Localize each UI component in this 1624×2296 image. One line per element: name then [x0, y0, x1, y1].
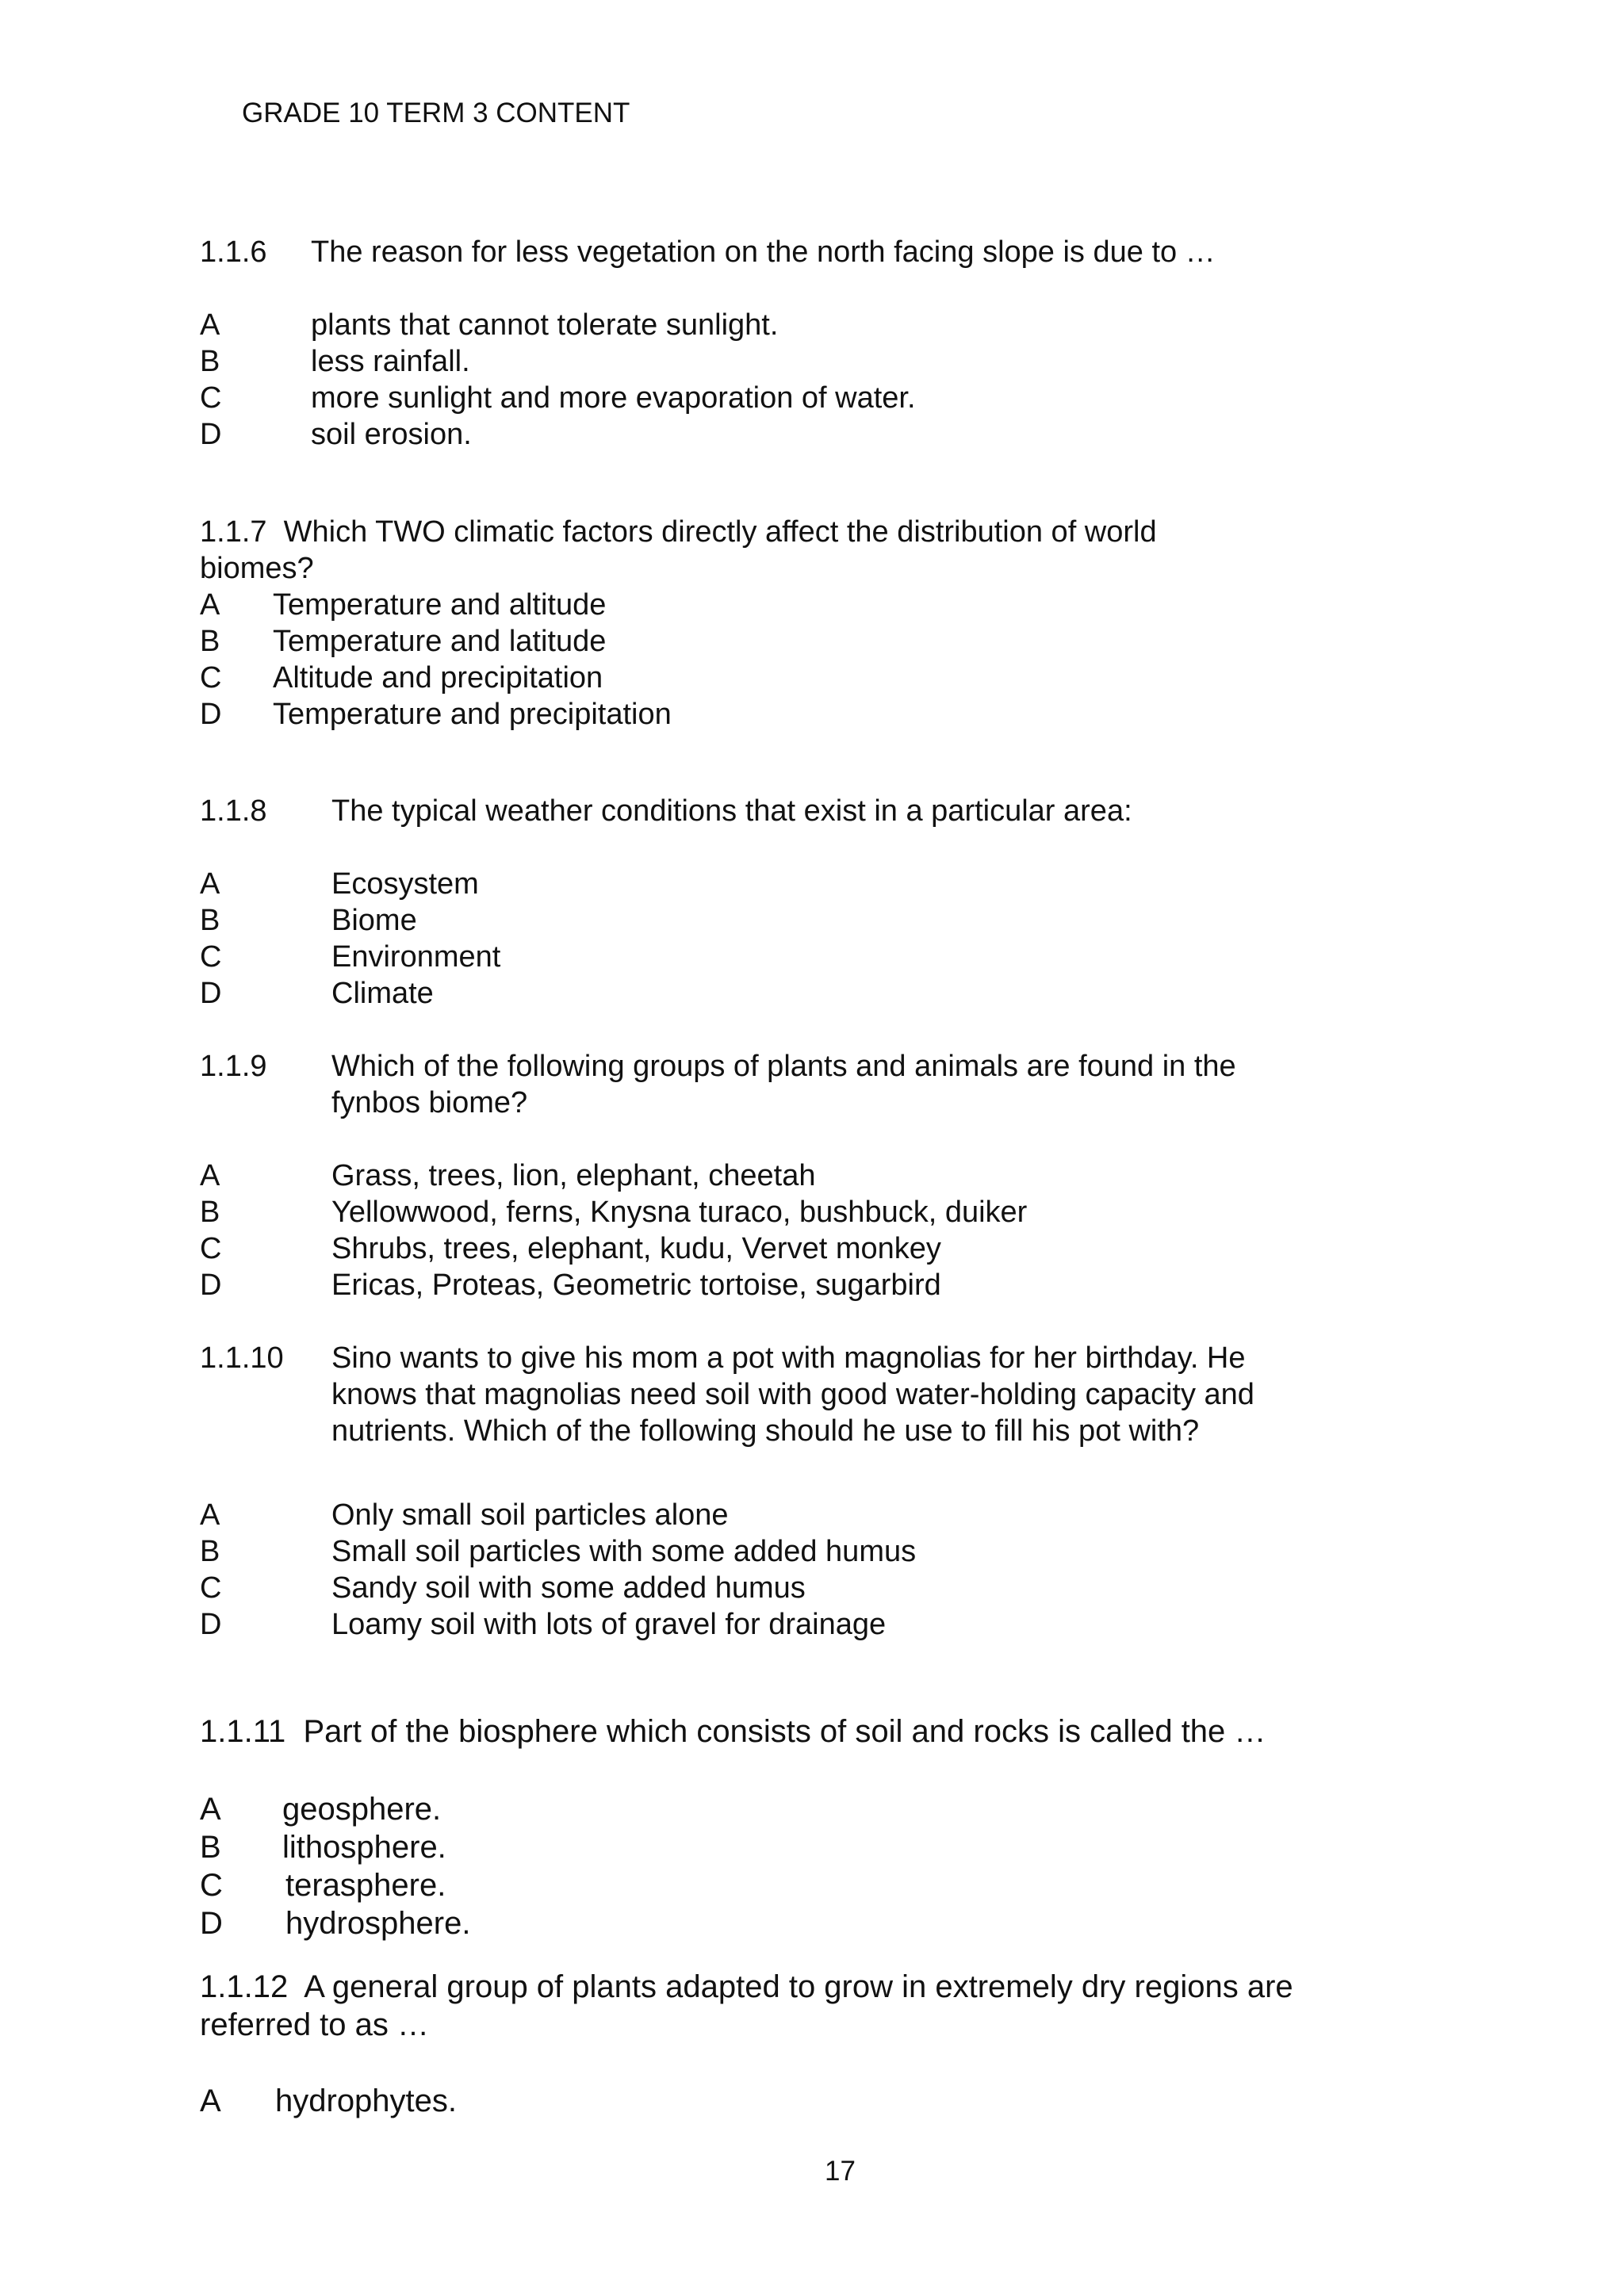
- page-header: GRADE 10 TERM 3 CONTENT: [242, 98, 630, 128]
- option-text: more sunlight and more evaporation of water.: [311, 381, 916, 415]
- question-1-1-12: [200, 1968, 1326, 2120]
- option-text: Grass, trees, lion, elephant, cheetah: [331, 1159, 816, 1192]
- option-text: hydrosphere.: [285, 1906, 471, 1941]
- option-text: hydrophytes.: [275, 2084, 458, 2118]
- option-b: [200, 343, 1358, 380]
- option-text: Altitude and precipitation: [273, 661, 603, 695]
- option-text: Climate: [331, 977, 434, 1010]
- option-c: [200, 380, 1358, 416]
- option-text: Loamy soil with lots of gravel for drainage: [331, 1608, 887, 1641]
- question-1-1-7: [200, 514, 1231, 733]
- option-text: Environment: [331, 940, 501, 974]
- question-text: A general group of plants adapted to grow in extremely dry regions are referred to as …: [200, 1969, 1293, 2042]
- option-d: [200, 416, 1358, 453]
- option-b: [200, 1828, 1358, 1866]
- option-a: [200, 1158, 1358, 1194]
- question-text: The typical weather conditions that exist in a particular area:: [331, 794, 1132, 828]
- option-d: [200, 696, 1231, 733]
- option-letter: D: [200, 1906, 223, 1941]
- option-text: Temperature and altitude: [273, 588, 607, 622]
- option-letter: C: [200, 1868, 223, 1903]
- option-text: Shrubs, trees, elephant, kudu, Vervet monkey: [331, 1232, 941, 1265]
- question-number: 1.1.11: [200, 1714, 286, 1749]
- option-d: [200, 1904, 1358, 1942]
- option-a: [200, 307, 1358, 343]
- question-1-1-6: [200, 234, 1358, 453]
- question-number: 1.1.8: [200, 794, 267, 828]
- option-d: [200, 975, 1358, 1012]
- options-list: [200, 1497, 1358, 1643]
- option-letter: A: [200, 1159, 220, 1192]
- option-letter: B: [200, 904, 220, 937]
- option-text: plants that cannot tolerate sunlight.: [311, 308, 779, 342]
- option-letter: B: [200, 345, 220, 378]
- question-line: [200, 1712, 1358, 1751]
- question-1-1-10: [200, 1340, 1358, 1643]
- option-letter: B: [200, 625, 220, 658]
- option-letter: A: [200, 2084, 221, 2118]
- question-1-1-9: [200, 1048, 1358, 1303]
- option-d: [200, 1267, 1358, 1303]
- option-text: terasphere.: [285, 1868, 446, 1903]
- question-number: 1.1.10: [200, 1341, 284, 1375]
- option-letter: D: [200, 418, 222, 451]
- options-list: [200, 1158, 1358, 1303]
- page-number: 17: [825, 2156, 856, 2187]
- option-letter: C: [200, 1232, 222, 1265]
- option-text: soil erosion.: [311, 418, 472, 451]
- option-b: [200, 623, 1231, 660]
- question-text: Sino wants to give his mom a pot with magnolias for her birthday. He knows that magnolias need soil with good water-holding capacity and nutrients. Which of the following should he use to fill his pot with?: [331, 1341, 1254, 1448]
- option-c: [200, 1230, 1358, 1267]
- option-c: [200, 660, 1231, 696]
- option-letter: D: [200, 698, 222, 731]
- option-letter: A: [200, 867, 220, 901]
- option-letter: C: [200, 940, 222, 974]
- option-letter: C: [200, 381, 222, 415]
- option-letter: D: [200, 977, 222, 1010]
- option-a: [200, 2082, 1326, 2120]
- option-b: [200, 1533, 1358, 1570]
- option-text: geosphere.: [282, 1792, 442, 1827]
- question-text: Part of the biosphere which consists of soil and rocks is called the …: [303, 1714, 1266, 1749]
- question-line: [200, 1968, 1326, 2044]
- option-text: Sandy soil with some added humus: [331, 1571, 806, 1605]
- option-text: Only small soil particles alone: [331, 1498, 729, 1532]
- option-a: [200, 866, 1358, 902]
- option-letter: D: [200, 1608, 222, 1641]
- option-d: [200, 1606, 1358, 1643]
- option-a: [200, 1790, 1358, 1828]
- option-a: [200, 1497, 1358, 1533]
- option-text: Small soil particles with some added humus: [331, 1535, 917, 1568]
- option-b: [200, 1194, 1358, 1230]
- question-text: Which of the following groups of plants and animals are found in the fynbos biome?: [331, 1050, 1236, 1119]
- question-text: The reason for less vegetation on the north facing slope is due to …: [311, 235, 1216, 269]
- option-c: [200, 939, 1358, 975]
- question-number: 1.1.12: [200, 1969, 289, 2004]
- option-text: Ecosystem: [331, 867, 479, 901]
- question-number: 1.1.7: [200, 515, 267, 549]
- question-number: 1.1.6: [200, 235, 267, 269]
- option-text: less rainfall.: [311, 345, 470, 378]
- option-letter: B: [200, 1196, 220, 1229]
- options-list: [200, 2082, 1326, 2120]
- option-letter: B: [200, 1535, 220, 1568]
- option-text: Ericas, Proteas, Geometric tortoise, sugarbird: [331, 1269, 941, 1302]
- question-line: [200, 514, 1231, 587]
- option-letter: A: [200, 1792, 221, 1827]
- option-letter: B: [200, 1830, 221, 1865]
- question-number: 1.1.9: [200, 1050, 267, 1083]
- options-list: [200, 307, 1358, 453]
- option-letter: C: [200, 661, 222, 695]
- option-letter: A: [200, 588, 220, 622]
- option-text: Yellowwood, ferns, Knysna turaco, bushbuck, duiker: [331, 1196, 1028, 1229]
- option-letter: A: [200, 308, 220, 342]
- question-1-1-8: [200, 793, 1358, 1012]
- option-text: lithosphere.: [282, 1830, 446, 1865]
- options-list: [200, 587, 1231, 733]
- options-list: [200, 866, 1358, 1012]
- option-a: [200, 587, 1231, 623]
- option-letter: C: [200, 1571, 222, 1605]
- option-c: [200, 1866, 1358, 1904]
- option-b: [200, 902, 1358, 939]
- options-list: [200, 1790, 1358, 1942]
- option-letter: A: [200, 1498, 220, 1532]
- option-c: [200, 1570, 1358, 1606]
- option-letter: D: [200, 1269, 222, 1302]
- question-text: Which TWO climatic factors directly affect the distribution of world biomes?: [200, 515, 1157, 585]
- option-text: Biome: [331, 904, 417, 937]
- option-text: Temperature and latitude: [273, 625, 607, 658]
- question-1-1-11: [200, 1712, 1358, 1942]
- option-text: Temperature and precipitation: [273, 698, 672, 731]
